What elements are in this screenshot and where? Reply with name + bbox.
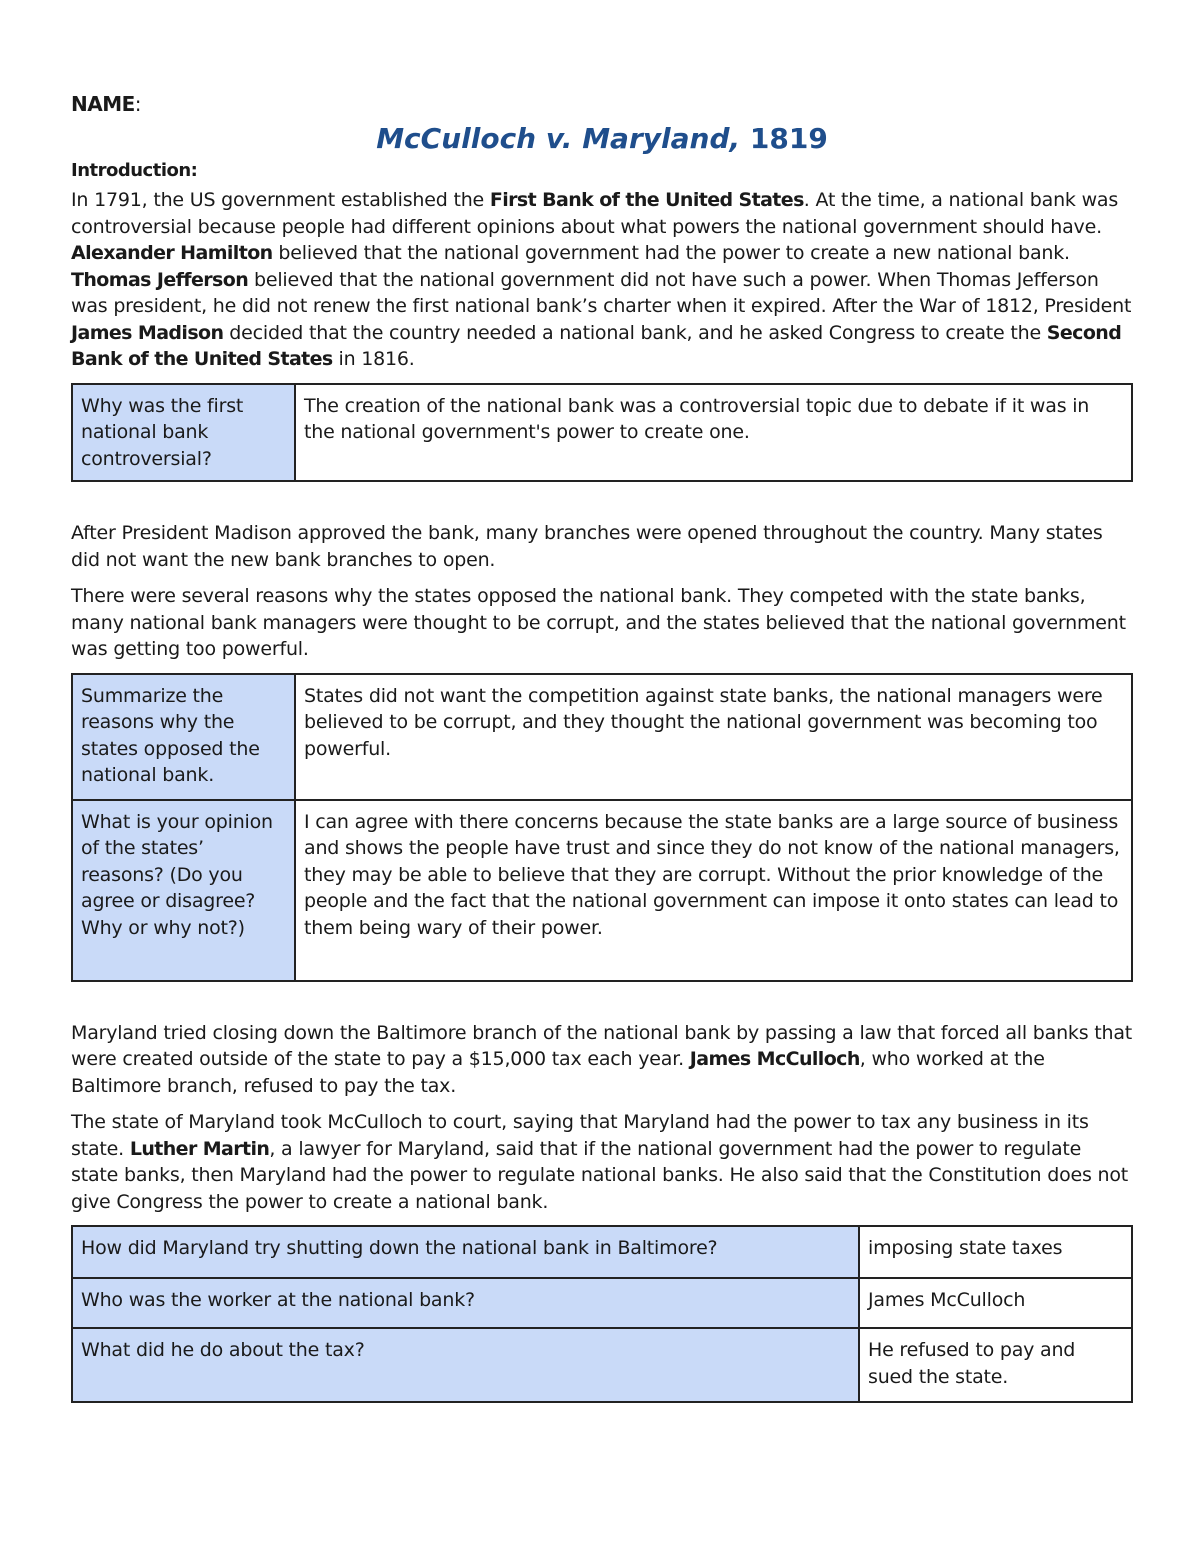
intro-heading: Introduction: — [71, 160, 198, 181]
answer-cell[interactable]: He refused to pay and sued the state. — [859, 1328, 1132, 1402]
question-cell: How did Maryland try shutting down the national bank in Baltimore? — [72, 1226, 859, 1278]
worksheet-page — [71, 92, 1133, 1403]
question-cell: What did he do about the tax? — [72, 1328, 859, 1402]
question-table-2 — [71, 673, 1133, 982]
question-cell: Why was the first national bank controversial? — [72, 384, 295, 482]
name-label: NAME: — [71, 92, 142, 116]
section2-paragraph-2: There were several reasons why the states opposed the national bank. They competed with the state banks, many national bank managers were thought to be corrupt, and the states believed that the national government was getting too powerful. — [71, 585, 1126, 660]
title-case: McCulloch v. Maryland, — [376, 122, 741, 155]
section2-paragraph-1: After President Madison approved the bank, many branches were opened throughout the country. Many states did not want the new bank branches to open. — [71, 522, 1103, 571]
answer-cell[interactable]: States did not want the competition against state banks, the national managers were believed to be corrupt, and they thought the national government was becoming too powerful. — [295, 674, 1132, 800]
page-title — [71, 122, 1133, 155]
table-row — [72, 800, 1132, 981]
section3-paragraph-2: The state of Maryland took McCulloch to court, saying that Maryland had the power to tax any business in its state. Luther Martin, a lawyer for Maryland, said that if the national government had the power to regulate state banks, then Maryland had the power to regulate national banks. He also said that the Constitution does not give Congress the power to create a national bank. — [71, 1111, 1129, 1213]
answer-cell[interactable]: The creation of the national bank was a controversial topic due to debate if it was in the national government's power to create one. — [295, 384, 1132, 482]
table-row — [72, 1278, 1132, 1328]
table-row — [72, 674, 1132, 800]
table-row — [72, 1328, 1132, 1402]
answer-cell[interactable]: I can agree with there concerns because the state banks are a large source of business and shows the people have trust and since they do not know of the national managers, they may be able to believe that they are corrupt. Without the prior knowledge of the people and the fact that the national government can impose it onto states can lead to them being wary of their power. — [295, 800, 1132, 981]
title-year: 1819 — [740, 122, 828, 155]
question-cell: Who was the worker at the national bank? — [72, 1278, 859, 1328]
intro-paragraph: In 1791, the US government established the First Bank of the United States. At the time, a national bank was controversial because people had different opinions about what powers the national government should have. Alexander Hamilton believed that the national government had the power to create a new national bank. Thomas Jefferson believed that the national government did not have such a power. When Thomas Jefferson was president, he did not renew the first national bank’s charter when it expired. After the War of 1812, President James Madison decided that the country needed a national bank, and he asked Congress to create the Second Bank of the United States in 1816. — [71, 189, 1132, 370]
section3-paragraph-1: Maryland tried closing down the Baltimore branch of the national bank by passing a law that forced all banks that were created outside of the state to pay a $15,000 tax each year. James McCulloch, who worked at the Baltimore branch, refused to pay the tax. — [71, 1021, 1133, 1097]
answer-cell[interactable]: imposing state taxes — [859, 1226, 1132, 1278]
question-table-3 — [71, 1225, 1133, 1403]
table-row — [72, 384, 1132, 482]
question-cell: What is your opinion of the states’ reasons? (Do you agree or disagree? Why or why not?) — [72, 800, 295, 981]
answer-cell[interactable]: James McCulloch — [859, 1278, 1132, 1328]
table-row — [72, 1226, 1132, 1278]
question-cell: Summarize the reasons why the states opposed the national bank. — [72, 674, 295, 800]
question-table-1 — [71, 383, 1133, 483]
